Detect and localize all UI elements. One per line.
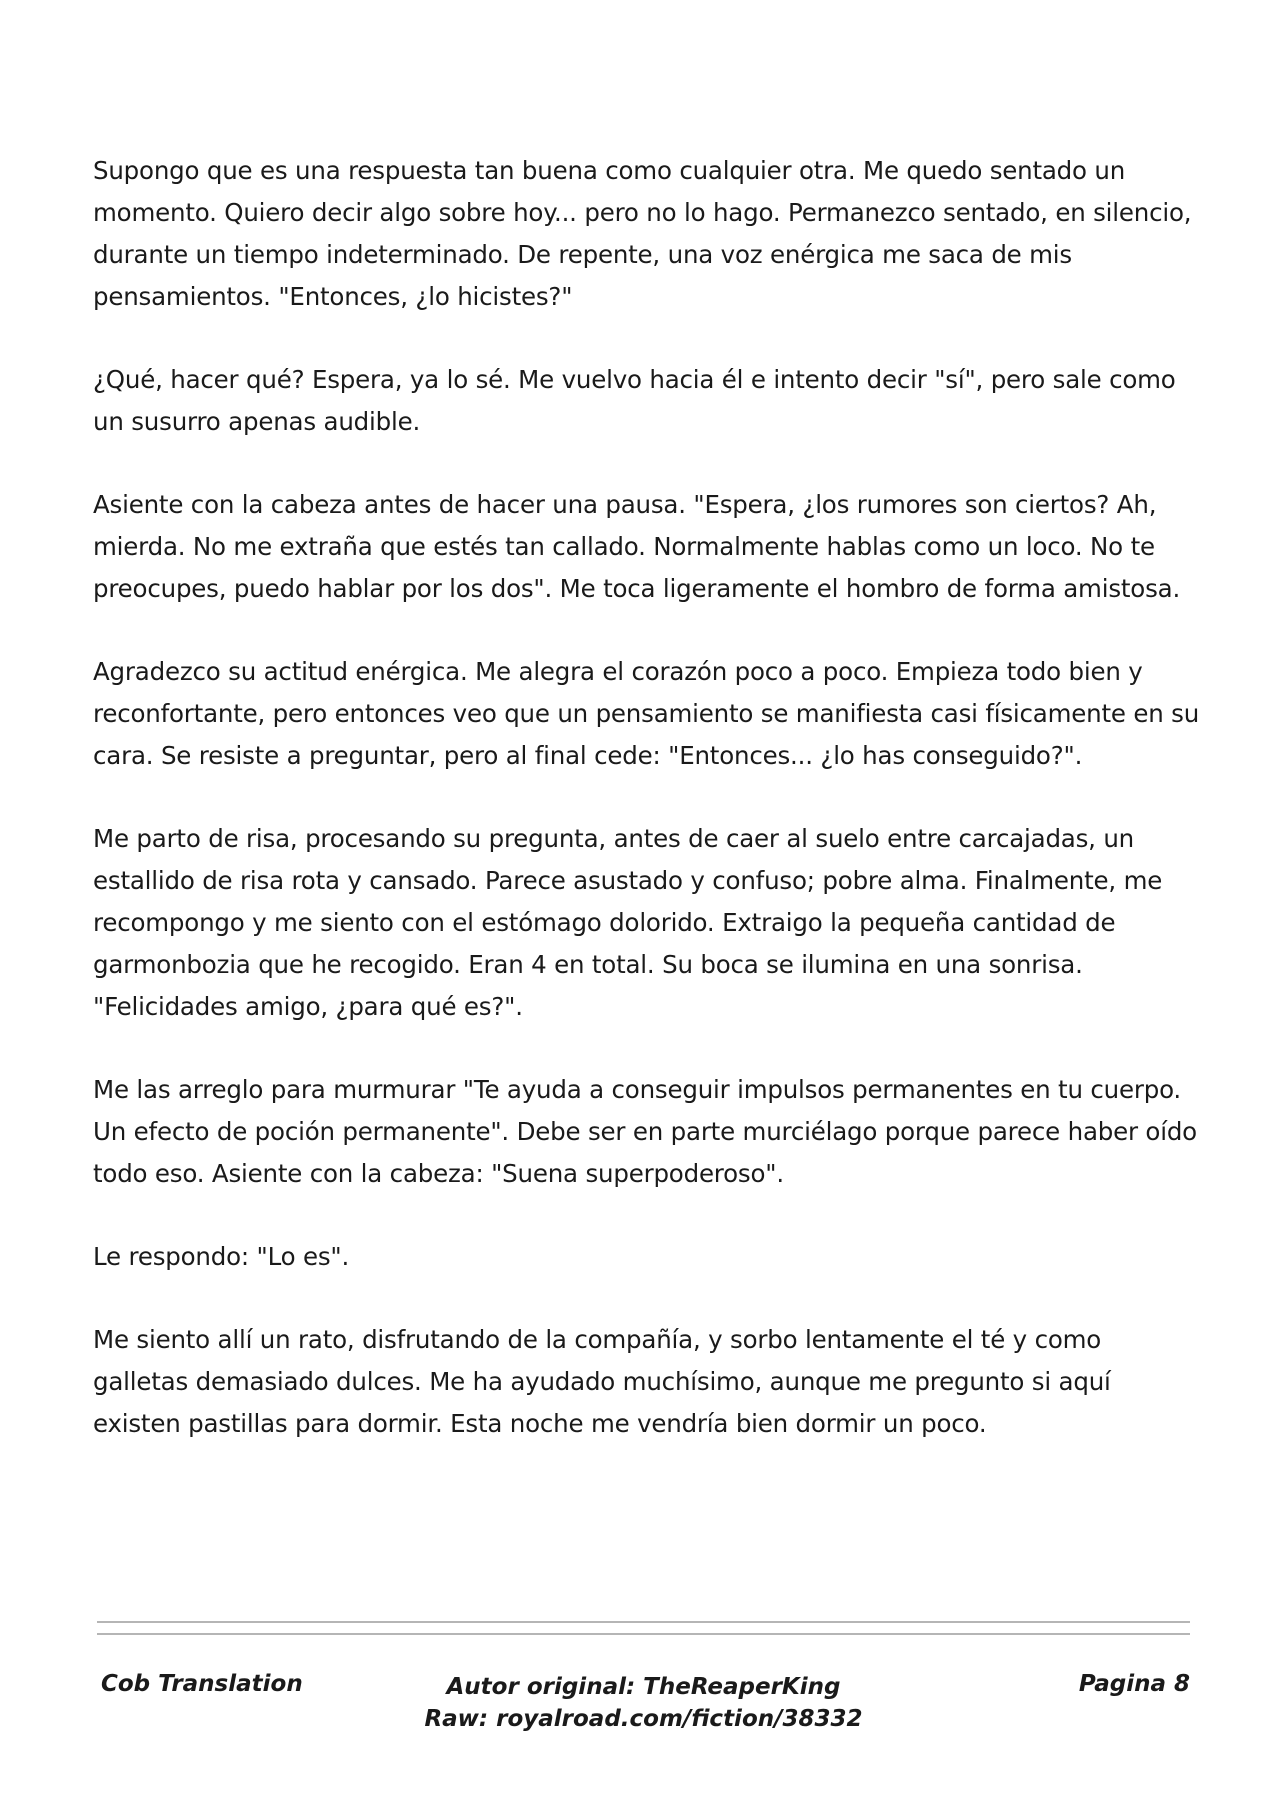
- paragraph: Me parto de risa, procesando su pregunta, antes de caer al suelo entre carcajadas, un estallido de risa rota y cansado. Parece asustado y confuso; pobre alma. Finalmente, me recompongo y me siento con el estómago dolorido. Extraigo la pequeña cantidad de garmonbozia que he recogido. Eran 4 en total. Su boca se ilumina en una sonrisa. "Felicidades amigo, ¿para qué es?".: [93, 824, 1163, 1021]
- paragraph: Supongo que es una respuesta tan buena como cualquier otra. Me quedo sentado un momento. Quiero decir algo sobre hoy... pero no lo hago. Permanezco sentado, en silencio, durante un tiempo indeterminado. De repente, una voz enérgica me saca de mis pensamientos. "Entonces, ¿lo hicistes?": [93, 156, 1192, 311]
- footer-page-number: Pagina 8: [1078, 1671, 1190, 1697]
- footer-translator: Cob Translation: [101, 1671, 303, 1697]
- paragraph: Me las arreglo para murmurar "Te ayuda a conseguir impulsos permanentes en tu cuerpo. Un efecto de poción permanente". Debe ser en parte murciélago porque parece haber oído todo eso. Asiente con la cabeza: "Suena superpoderoso".: [93, 1075, 1197, 1188]
- footer-original-author: Autor original: TheReaperKing: [446, 1674, 841, 1700]
- paragraph: Me siento allí un rato, disfrutando de la compañía, y sorbo lentamente el té y como galletas demasiado dulces. Me ha ayudado muchísimo, aunque me pregunto si aquí existen pastillas para dormir. Esta noche me vendría bien dormir un poco.: [93, 1325, 1111, 1438]
- paragraph: Agradezco su actitud enérgica. Me alegra el corazón poco a poco. Empieza todo bien y reconfortante, pero entonces veo que un pensamiento se manifiesta casi físicamente en su cara. Se resiste a preguntar, pero al final cede: "Entonces... ¿lo has conseguido?".: [93, 657, 1200, 770]
- paragraph: Le respondo: "Lo es".: [93, 1242, 350, 1271]
- footer-divider: [97, 1621, 1190, 1635]
- paragraph: Asiente con la cabeza antes de hacer una pausa. "Espera, ¿los rumores son ciertos? Ah, mierda. No me extraña que estés tan callado. Normalmente hablas como un loco. No te preocupes, puedo hablar por los dos". Me toca ligeramente el hombro de forma amistosa.: [93, 490, 1181, 603]
- page-footer: [97, 1671, 1190, 1751]
- page-body: [93, 150, 1203, 1486]
- footer-raw-source: Raw: royalroad.com/fiction/38332: [424, 1706, 863, 1732]
- footer-rule-top: [97, 1621, 1190, 1623]
- footer-rule-bottom: [97, 1633, 1190, 1635]
- footer-credits: [97, 1671, 1190, 1735]
- paragraph: ¿Qué, hacer qué? Espera, ya lo sé. Me vuelvo hacia él e intento decir "sí", pero sale como un susurro apenas audible.: [93, 365, 1176, 436]
